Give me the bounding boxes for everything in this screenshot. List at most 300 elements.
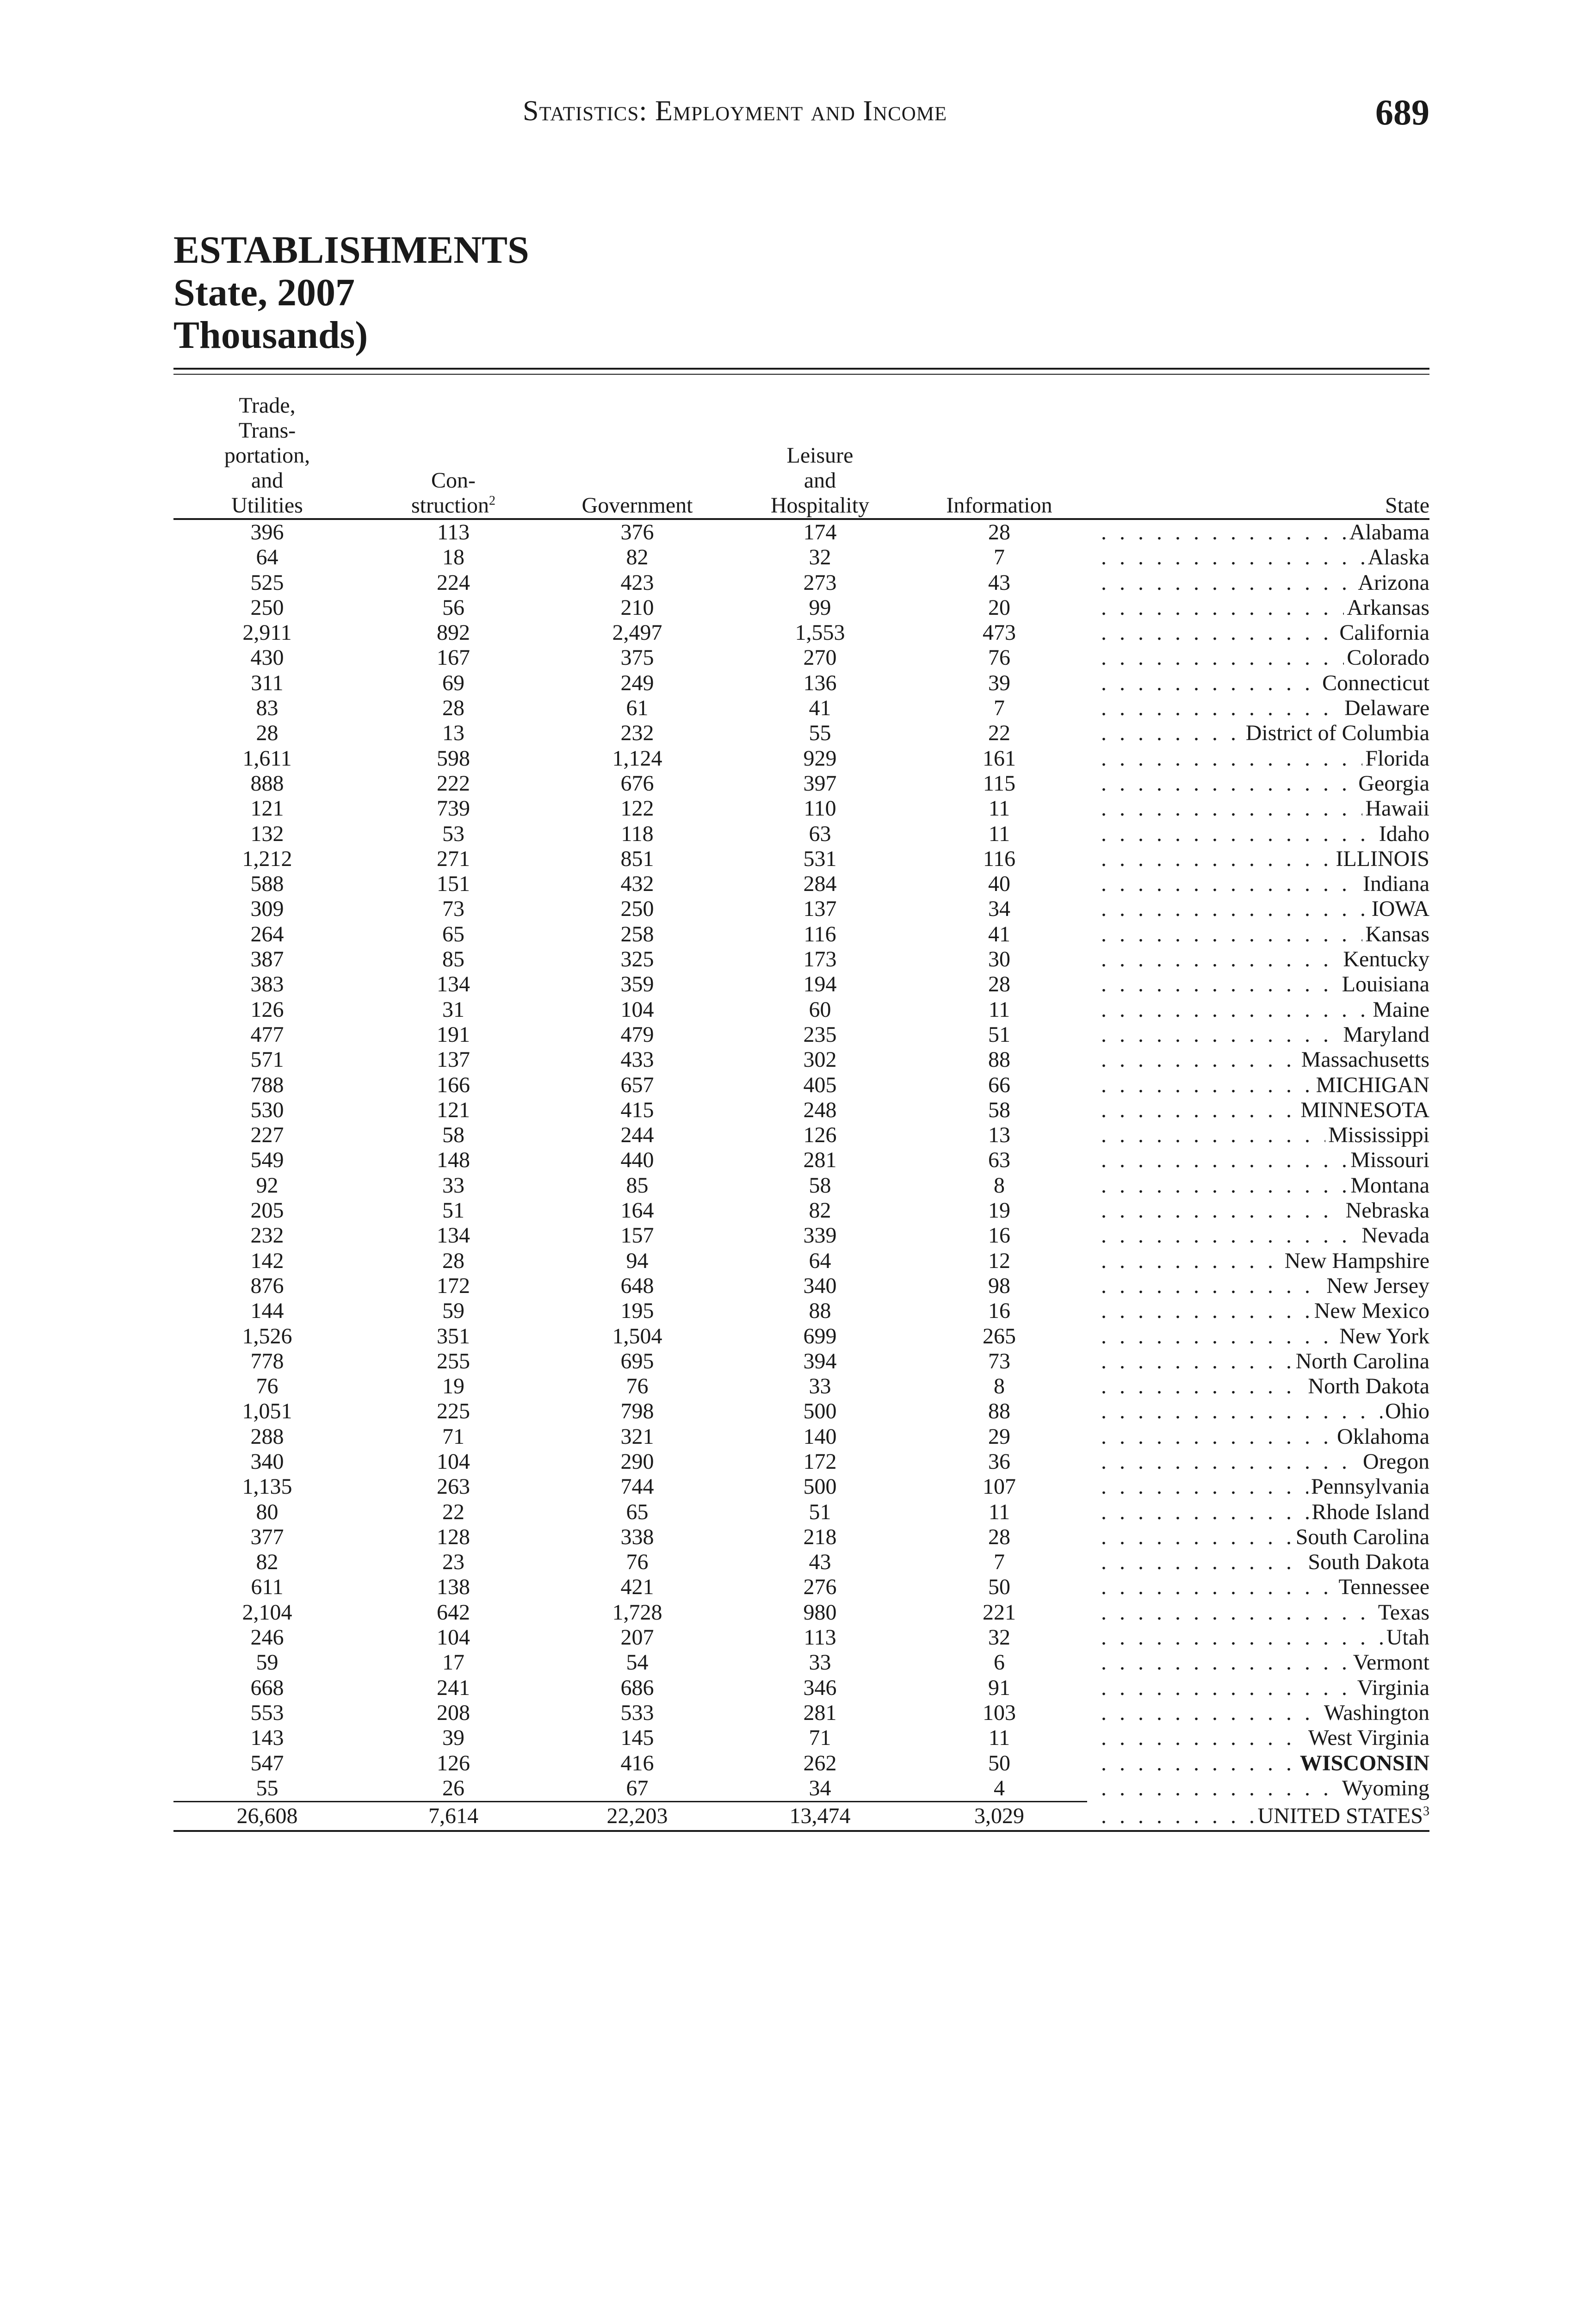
table-cell: 207: [620, 1625, 654, 1650]
leader-dots: [1101, 1198, 1343, 1223]
leader-dots: [1101, 1249, 1282, 1274]
table-cell: 338: [620, 1524, 654, 1549]
table-cell: 208: [437, 1700, 470, 1725]
table-cell: 121: [437, 1097, 470, 1122]
table-cell: 222: [437, 771, 470, 796]
table-cell: 28: [442, 696, 464, 721]
state-cell: [1087, 1575, 1429, 1600]
table-cell: 232: [620, 721, 654, 746]
table-cell: 76: [626, 1374, 649, 1399]
table-cell: 71: [442, 1424, 464, 1449]
table-cell: 118: [621, 821, 654, 846]
state-cell: [1087, 545, 1429, 570]
leader-dots: [1101, 520, 1347, 545]
table-cell: 387: [250, 947, 284, 972]
table-cell: 67: [626, 1775, 649, 1800]
table-row: [173, 1550, 1429, 1575]
table-cell: 161: [983, 746, 1016, 771]
table-row: [173, 696, 1429, 721]
table-row: [173, 1474, 1429, 1499]
table-cell: 34: [988, 897, 1010, 921]
state-cell: [1087, 1098, 1429, 1123]
state-name: Missouri: [1350, 1148, 1429, 1173]
state-name: Indiana: [1363, 872, 1429, 897]
state-cell: [1087, 1500, 1429, 1525]
state-cell: [1087, 1022, 1429, 1047]
table-cell: 55: [809, 721, 831, 746]
leader-dots: [1101, 1500, 1309, 1525]
table-row: [173, 1022, 1429, 1047]
table-cell: 1,051: [242, 1399, 292, 1424]
table-cell: 13: [442, 721, 464, 746]
table-cell: 892: [437, 620, 470, 645]
table-cell: 288: [250, 1424, 284, 1449]
table-row: [173, 620, 1429, 645]
leader-dots: [1101, 922, 1362, 947]
state-name: Pennsylvania: [1311, 1474, 1429, 1499]
state-name: Montana: [1350, 1173, 1429, 1198]
state-cell: [1087, 1676, 1429, 1701]
table-cell: 695: [620, 1348, 654, 1373]
table-cell: 30: [988, 947, 1010, 972]
table-cell: 302: [803, 1047, 837, 1072]
table-cell: 91: [988, 1675, 1010, 1700]
state-cell: [1087, 796, 1429, 821]
state-name: Nebraska: [1345, 1198, 1429, 1223]
state-cell: [1087, 997, 1429, 1022]
table-row: [173, 645, 1429, 670]
running-head: Statistics: Employment and Income: [523, 95, 947, 127]
header-construction: Con- struction$^2$: [411, 468, 495, 518]
table-row: [173, 671, 1429, 696]
state-cell: [1087, 671, 1429, 696]
table-cell: 41: [988, 921, 1010, 946]
table-row: [173, 1500, 1429, 1525]
table-cell: 309: [250, 897, 284, 921]
table-cell: 235: [803, 1022, 837, 1047]
state-cell: [1087, 1324, 1429, 1349]
state-name: Mississippi: [1328, 1123, 1429, 1148]
table-cell: 59: [442, 1299, 464, 1323]
table-cell: 137: [803, 897, 837, 921]
table-cell: 549: [250, 1148, 284, 1173]
leader-dots: [1101, 1374, 1305, 1399]
table-cell: 63: [988, 1148, 1010, 1173]
table-cell: 430: [250, 645, 284, 670]
table-row: [173, 1123, 1429, 1148]
table-cell: 249: [620, 670, 654, 695]
leader-dots: [1101, 897, 1369, 921]
total-cell: 7,614: [428, 1804, 478, 1829]
state-name: Oregon: [1363, 1449, 1429, 1474]
state-cell: [1087, 1374, 1429, 1399]
state-cell: [1087, 1625, 1429, 1650]
table-cell: 164: [620, 1198, 654, 1223]
leader-dots: [1101, 721, 1243, 746]
table-cell: 32: [809, 545, 831, 570]
leader-dots: [1101, 671, 1319, 696]
table-cell: 76: [626, 1550, 649, 1575]
table-cell: 64: [256, 545, 278, 570]
table-cell: 250: [250, 595, 284, 620]
state-name: Hawaii: [1365, 796, 1429, 821]
state-name: Alaska: [1367, 545, 1429, 570]
table-cell: 51: [442, 1198, 464, 1223]
table-cell: 28: [256, 721, 278, 746]
header-state: State: [1385, 493, 1429, 518]
table-cell: 103: [983, 1700, 1016, 1725]
table-cell: 134: [437, 1223, 470, 1248]
table-cell: 104: [437, 1449, 470, 1474]
table-cell: 29: [988, 1424, 1010, 1449]
table-cell: 128: [437, 1524, 470, 1549]
table-cell: 76: [256, 1374, 278, 1399]
leader-dots: [1101, 1751, 1297, 1776]
table-row: [173, 1148, 1429, 1173]
table-cell: 98: [988, 1273, 1010, 1298]
table-cell: 598: [437, 746, 470, 771]
state-name: California: [1339, 620, 1429, 645]
table-cell: 8: [994, 1374, 1005, 1399]
table-cell: 110: [804, 796, 836, 821]
table-row: [173, 570, 1429, 595]
table-cell: 116: [804, 921, 836, 946]
table-row: [173, 947, 1429, 972]
table-cell: 383: [250, 972, 284, 997]
table-row: [173, 1650, 1429, 1675]
table-cell: 65: [626, 1499, 649, 1524]
table-cell: 500: [803, 1474, 837, 1499]
table-cell: 375: [620, 645, 654, 670]
table-cell: 36: [988, 1449, 1010, 1474]
table-cell: 88: [988, 1399, 1010, 1424]
table-cell: 263: [437, 1474, 470, 1499]
table-cell: 276: [803, 1575, 837, 1600]
table-cell: 281: [803, 1700, 837, 1725]
total-state: [1087, 1802, 1429, 1830]
table-cell: 416: [620, 1750, 654, 1775]
table-row: [173, 922, 1429, 947]
table-cell: 525: [250, 570, 284, 595]
state-name: New Mexico: [1314, 1299, 1429, 1323]
state-cell: [1087, 771, 1429, 796]
state-name: Arkansas: [1347, 595, 1429, 620]
state-name: District of Columbia: [1245, 721, 1429, 746]
state-name: WISCONSIN: [1299, 1750, 1429, 1775]
footnote-marker: 3: [1423, 1804, 1429, 1819]
table-row: [173, 1449, 1429, 1474]
table-cell: 218: [803, 1524, 837, 1549]
table-cell: 1,526: [242, 1323, 292, 1348]
table-cell: 17: [442, 1650, 464, 1675]
state-cell: [1087, 922, 1429, 947]
table-cell: 246: [250, 1625, 284, 1650]
leader-dots: [1101, 796, 1362, 821]
table-row: [173, 1047, 1429, 1072]
state-name: Oklahoma: [1337, 1424, 1429, 1449]
table-cell: 126: [437, 1750, 470, 1775]
leader-dots: [1101, 1324, 1336, 1349]
state-name: Massachusetts: [1301, 1047, 1429, 1072]
leader-dots: [1101, 847, 1333, 872]
leader-dots: [1101, 1474, 1308, 1499]
table-cell: 7: [994, 696, 1005, 721]
state-cell: [1087, 696, 1429, 721]
state-name: Virginia: [1357, 1675, 1429, 1700]
table-cell: 686: [620, 1675, 654, 1700]
table-row: [173, 1223, 1429, 1248]
table-cell: 929: [803, 746, 837, 771]
table-cell: 140: [803, 1424, 837, 1449]
table-cell: 33: [809, 1374, 831, 1399]
table-cell: 530: [250, 1097, 284, 1122]
table-cell: 11: [988, 796, 1010, 821]
table-cell: 479: [620, 1022, 654, 1047]
table-row: [173, 1600, 1429, 1625]
table-cell: 553: [250, 1700, 284, 1725]
table-cell: 244: [620, 1123, 654, 1148]
state-name: Rhode Island: [1311, 1499, 1429, 1524]
table-cell: 657: [620, 1072, 654, 1097]
table-cell: 16: [988, 1299, 1010, 1323]
table-cell: 88: [809, 1299, 831, 1323]
table-cell: 339: [803, 1223, 837, 1248]
table-cell: 39: [988, 670, 1010, 695]
table-cell: 699: [803, 1323, 837, 1348]
state-cell: [1087, 897, 1429, 921]
leader-dots: [1101, 1625, 1384, 1650]
table-cell: 1,124: [612, 746, 662, 771]
table-cell: 13: [988, 1123, 1010, 1148]
state-cell: [1087, 1424, 1429, 1449]
table-cell: 172: [803, 1449, 837, 1474]
leader-dots: [1101, 972, 1339, 997]
table-cell: 346: [803, 1675, 837, 1700]
table-row: [173, 1575, 1429, 1600]
table-cell: 28: [988, 520, 1010, 544]
table-row: [173, 796, 1429, 821]
state-name: Texas: [1378, 1600, 1429, 1625]
state-name: Kansas: [1365, 921, 1429, 946]
table-cell: 55: [256, 1775, 278, 1800]
table-cell: 744: [620, 1474, 654, 1499]
table-cell: 34: [809, 1775, 831, 1800]
table-cell: 232: [250, 1223, 284, 1248]
table-title: [173, 229, 529, 357]
table-cell: 51: [809, 1499, 831, 1524]
table-cell: 144: [250, 1299, 284, 1323]
table-cell: 423: [620, 570, 654, 595]
leader-dots: [1101, 1776, 1339, 1801]
table-row: [173, 1424, 1429, 1449]
leader-dots: [1101, 1600, 1375, 1625]
table-cell: 11: [988, 1725, 1010, 1750]
leader-dots: [1101, 1802, 1255, 1830]
total-cell: 3,029: [974, 1804, 1024, 1829]
table-cell: 40: [988, 872, 1010, 897]
state-cell: [1087, 746, 1429, 771]
state-cell: [1087, 1399, 1429, 1424]
leader-dots: [1101, 696, 1342, 721]
state-cell: [1087, 1525, 1429, 1550]
state-name: New Jersey: [1326, 1273, 1429, 1298]
table-cell: 121: [250, 796, 284, 821]
table-cell: 473: [983, 620, 1016, 645]
table-cell: 284: [803, 872, 837, 897]
table-row: [173, 1274, 1429, 1299]
state-cell: [1087, 1173, 1429, 1198]
table-cell: 2,104: [242, 1600, 292, 1625]
state-name: Maine: [1373, 997, 1429, 1022]
table-cell: 500: [803, 1399, 837, 1424]
table-cell: 23: [442, 1550, 464, 1575]
state-cell: [1087, 1449, 1429, 1474]
leader-dots: [1101, 1274, 1324, 1299]
table-cell: 1,504: [612, 1323, 662, 1348]
table-cell: 18: [442, 545, 464, 570]
table-cell: 588: [250, 872, 284, 897]
state-name: Connecticut: [1322, 670, 1429, 695]
title-line-1: ESTABLISHMENTS: [173, 229, 529, 272]
leader-dots: [1101, 1550, 1305, 1575]
table-cell: 76: [988, 645, 1010, 670]
table-cell: 31: [442, 997, 464, 1022]
table-row: [173, 1198, 1429, 1223]
leader-dots: [1101, 1650, 1350, 1675]
table-cell: 82: [809, 1198, 831, 1223]
table-cell: 73: [442, 897, 464, 921]
table-cell: 88: [988, 1047, 1010, 1072]
table-cell: 798: [620, 1399, 654, 1424]
footnote-marker: 2: [489, 494, 495, 508]
table-cell: 6: [994, 1650, 1005, 1675]
table-cell: 58: [988, 1097, 1010, 1122]
table-cell: 377: [250, 1524, 284, 1549]
state-cell: [1087, 1600, 1429, 1625]
leader-dots: [1101, 1022, 1340, 1047]
state-name: Arizona: [1358, 570, 1429, 595]
state-cell: [1087, 1123, 1429, 1148]
table-cell: 43: [988, 570, 1010, 595]
table-cell: 113: [437, 520, 470, 544]
table-cell: 571: [250, 1047, 284, 1072]
table-row: [173, 1701, 1429, 1725]
state-name: Nevada: [1361, 1223, 1429, 1248]
table-cell: 258: [620, 921, 654, 946]
table-cell: 205: [250, 1198, 284, 1223]
leader-dots: [1101, 645, 1344, 670]
table-cell: 26: [442, 1775, 464, 1800]
table-cell: 142: [250, 1248, 284, 1273]
table-cell: 65: [442, 921, 464, 946]
total-state-name: UNITED STATES: [1257, 1804, 1423, 1829]
table-row: [173, 1098, 1429, 1123]
state-cell: [1087, 620, 1429, 645]
table-cell: 104: [437, 1625, 470, 1650]
leader-dots: [1101, 595, 1344, 620]
state-cell: [1087, 1274, 1429, 1299]
leader-dots: [1101, 545, 1365, 570]
table-cell: 28: [442, 1248, 464, 1273]
leader-dots: [1101, 570, 1355, 595]
table-row: [173, 897, 1429, 921]
table-row: [173, 847, 1429, 872]
table-cell: 351: [437, 1323, 470, 1348]
table-cell: 12: [988, 1248, 1010, 1273]
state-cell: [1087, 972, 1429, 997]
table-cell: 151: [437, 872, 470, 897]
table-cell: 28: [988, 1524, 1010, 1549]
table-cell: 126: [250, 997, 284, 1022]
table-cell: 4: [994, 1775, 1005, 1800]
table-cell: 33: [442, 1173, 464, 1198]
state-cell: [1087, 1299, 1429, 1323]
table-cell: 145: [620, 1725, 654, 1750]
state-name: Colorado: [1347, 645, 1429, 670]
table-cell: 421: [620, 1575, 654, 1600]
table-cell: 668: [250, 1675, 284, 1700]
table-cell: 137: [437, 1047, 470, 1072]
state-name: North Carolina: [1295, 1348, 1429, 1373]
table-row: [173, 1073, 1429, 1098]
table-cell: 19: [442, 1374, 464, 1399]
table-cell: 1,135: [242, 1474, 292, 1499]
state-cell: [1087, 721, 1429, 746]
table-cell: 477: [250, 1022, 284, 1047]
table-cell: 264: [250, 921, 284, 946]
table-cell: 116: [983, 846, 1016, 871]
table-cell: 271: [437, 846, 470, 871]
table-cell: 61: [626, 696, 649, 721]
table-row: [173, 1374, 1429, 1399]
state-cell: [1087, 1349, 1429, 1374]
table-cell: 22: [442, 1499, 464, 1524]
table-cell: 50: [988, 1575, 1010, 1600]
leader-dots: [1101, 872, 1360, 897]
state-name: Idaho: [1379, 821, 1429, 846]
state-name: Kentucky: [1343, 947, 1429, 972]
table-cell: 113: [804, 1625, 836, 1650]
table-cell: 66: [988, 1072, 1010, 1097]
table-row: [173, 1399, 1429, 1424]
table-cell: 321: [620, 1424, 654, 1449]
top-rule-thick: [173, 368, 1429, 370]
state-name: North Dakota: [1308, 1374, 1429, 1399]
total-row: [173, 1802, 1429, 1830]
table-cell: 32: [988, 1625, 1010, 1650]
table-row: [173, 520, 1429, 545]
table-cell: 107: [983, 1474, 1016, 1499]
table-cell: 210: [620, 595, 654, 620]
table-row: [173, 1525, 1429, 1550]
table-cell: 788: [250, 1072, 284, 1097]
table-cell: 270: [803, 645, 837, 670]
table-cell: 63: [809, 821, 831, 846]
leader-dots: [1101, 1575, 1336, 1600]
table-cell: 59: [256, 1650, 278, 1675]
table-cell: 533: [620, 1700, 654, 1725]
leader-dots: [1101, 1725, 1305, 1750]
state-cell: [1087, 1198, 1429, 1223]
state-name: Georgia: [1358, 771, 1429, 796]
header-government: Government: [581, 493, 693, 518]
state-cell: [1087, 595, 1429, 620]
table-cell: 7: [994, 545, 1005, 570]
table-row: [173, 1776, 1429, 1801]
table-cell: 888: [250, 771, 284, 796]
table-cell: 273: [803, 570, 837, 595]
table-row: [173, 1625, 1429, 1650]
